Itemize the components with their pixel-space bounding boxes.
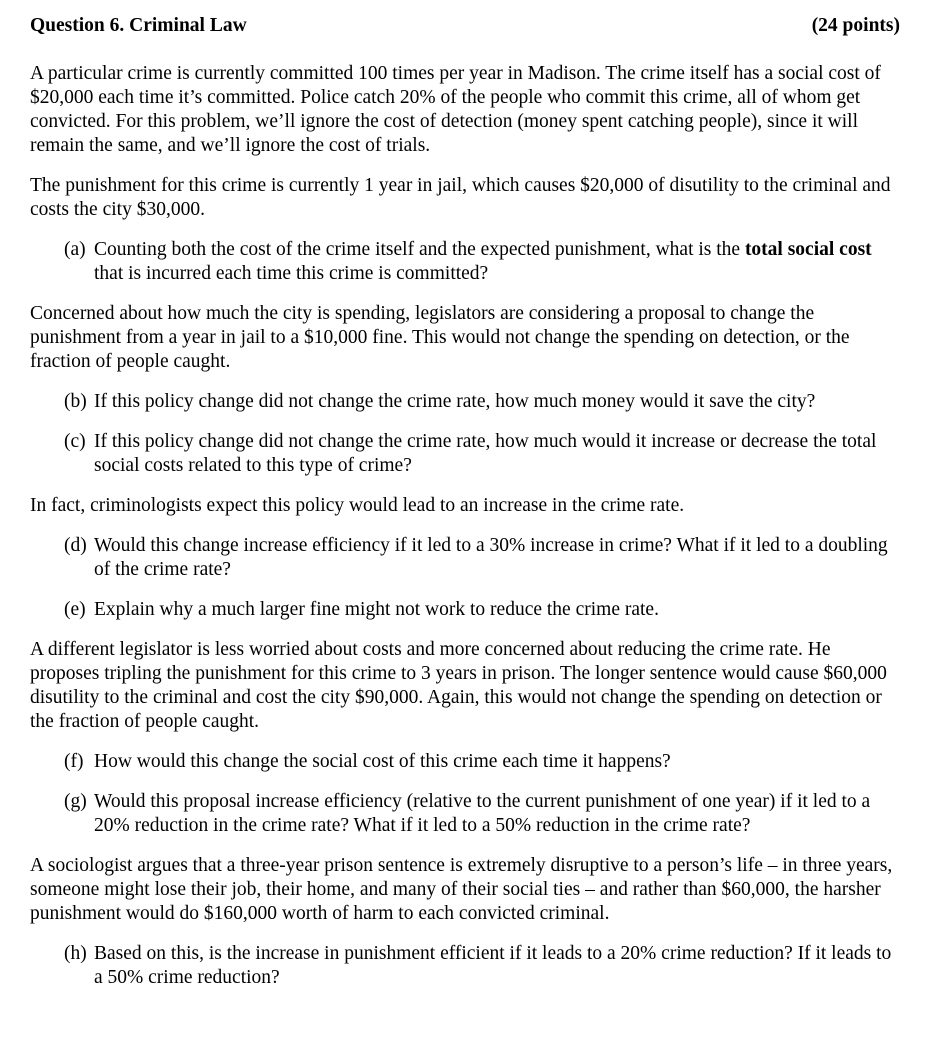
subquestion-letter: (f) bbox=[64, 751, 84, 772]
subquestion-letter: (g) bbox=[64, 791, 87, 812]
subquestion-b bbox=[64, 390, 902, 414]
subquestion-d bbox=[64, 534, 902, 582]
subquestion-letter: (a) bbox=[64, 239, 86, 260]
subquestion-g bbox=[64, 790, 902, 838]
subquestion-text: Based on this, is the increase in punishment efficient if it leads to a 20% crime reduction? If it leads to a 50% crime reduction? bbox=[94, 943, 892, 988]
subquestion-text-part: Counting both the cost of the crime itself and the expected punishment, what is the bbox=[94, 239, 745, 260]
paragraph-sociologist-argument: A sociologist argues that a three-year prison sentence is extremely disruptive to a person’s life – in three years, someone might lose their job, their home, and many of their social ties – and rather than $60,000, the harsher punishment would do $160,000 worth of harm to each convicted criminal. bbox=[30, 855, 893, 924]
subquestion-e bbox=[64, 598, 902, 622]
question-points: (24 points) bbox=[811, 15, 900, 36]
subquestion-text: If this policy change did not change the crime rate, how much would it increase or decrease the total social costs related to this type of crime? bbox=[94, 431, 877, 476]
subquestion-text bbox=[94, 238, 902, 286]
subquestion-text: If this policy change did not change the crime rate, how much money would it save the city? bbox=[94, 391, 816, 412]
subquestion-h bbox=[64, 942, 902, 990]
subquestion-text-part: that is incurred each time this crime is committed? bbox=[94, 263, 489, 284]
subquestion-letter: (h) bbox=[64, 943, 87, 964]
question-header bbox=[30, 14, 902, 38]
subquestion-letter: (d) bbox=[64, 535, 87, 556]
paragraph-tripling-proposal: A different legislator is less worried about costs and more concerned about reducing the crime rate. He proposes tripling the punishment for this crime to 3 years in prison. The longer sentence would cause $60,000 disutility to the criminal and cost the city $90,000. Again, this would not change the spending on detection or the fraction of people caught. bbox=[30, 639, 887, 732]
subquestion-letter: (e) bbox=[64, 599, 86, 620]
subquestion-letter: (c) bbox=[64, 431, 86, 452]
subquestion-text: Explain why a much larger fine might not work to reduce the crime rate. bbox=[94, 599, 659, 620]
paragraph-crime-rate-increase: In fact, criminologists expect this policy would lead to an increase in the crime rate. bbox=[30, 495, 685, 516]
subquestion-a bbox=[64, 238, 902, 286]
subquestion-c bbox=[64, 430, 902, 478]
paragraph-current-punishment: The punishment for this crime is currently 1 year in jail, which causes $20,000 of disutility to the criminal and costs the city $30,000. bbox=[30, 175, 891, 220]
subquestion-text: Would this change increase efficiency if it led to a 30% increase in crime? What if it led to a doubling of the crime rate? bbox=[94, 535, 888, 580]
subquestion-bold-term: total social cost bbox=[744, 239, 872, 260]
question-title: Question 6. Criminal Law bbox=[30, 15, 247, 36]
subquestion-letter: (b) bbox=[64, 391, 87, 412]
paragraph-crime-setup: A particular crime is currently committed 100 times per year in Madison. The crime itself has a social cost of $20,000 each time it’s committed. Police catch 20% of the people who commit this crime, all of whom get convicted. For this problem, we’ll ignore the cost of detection (money spent catching people), since it will remain the same, and we’ll ignore the cost of trials. bbox=[30, 63, 881, 156]
subquestion-text: How would this change the social cost of this crime each time it happens? bbox=[94, 751, 671, 772]
subquestion-text: Would this proposal increase efficiency (relative to the current punishment of one year) if it led to a 20% reduction in the crime rate? What if it led to a 50% reduction in the crime rate? bbox=[94, 791, 871, 836]
paragraph-fine-proposal: Concerned about how much the city is spending, legislators are considering a proposal to change the punishment from a year in jail to a $10,000 fine. This would not change the spending on detection, or the fraction of people caught. bbox=[30, 303, 850, 372]
subquestion-f bbox=[64, 750, 902, 774]
